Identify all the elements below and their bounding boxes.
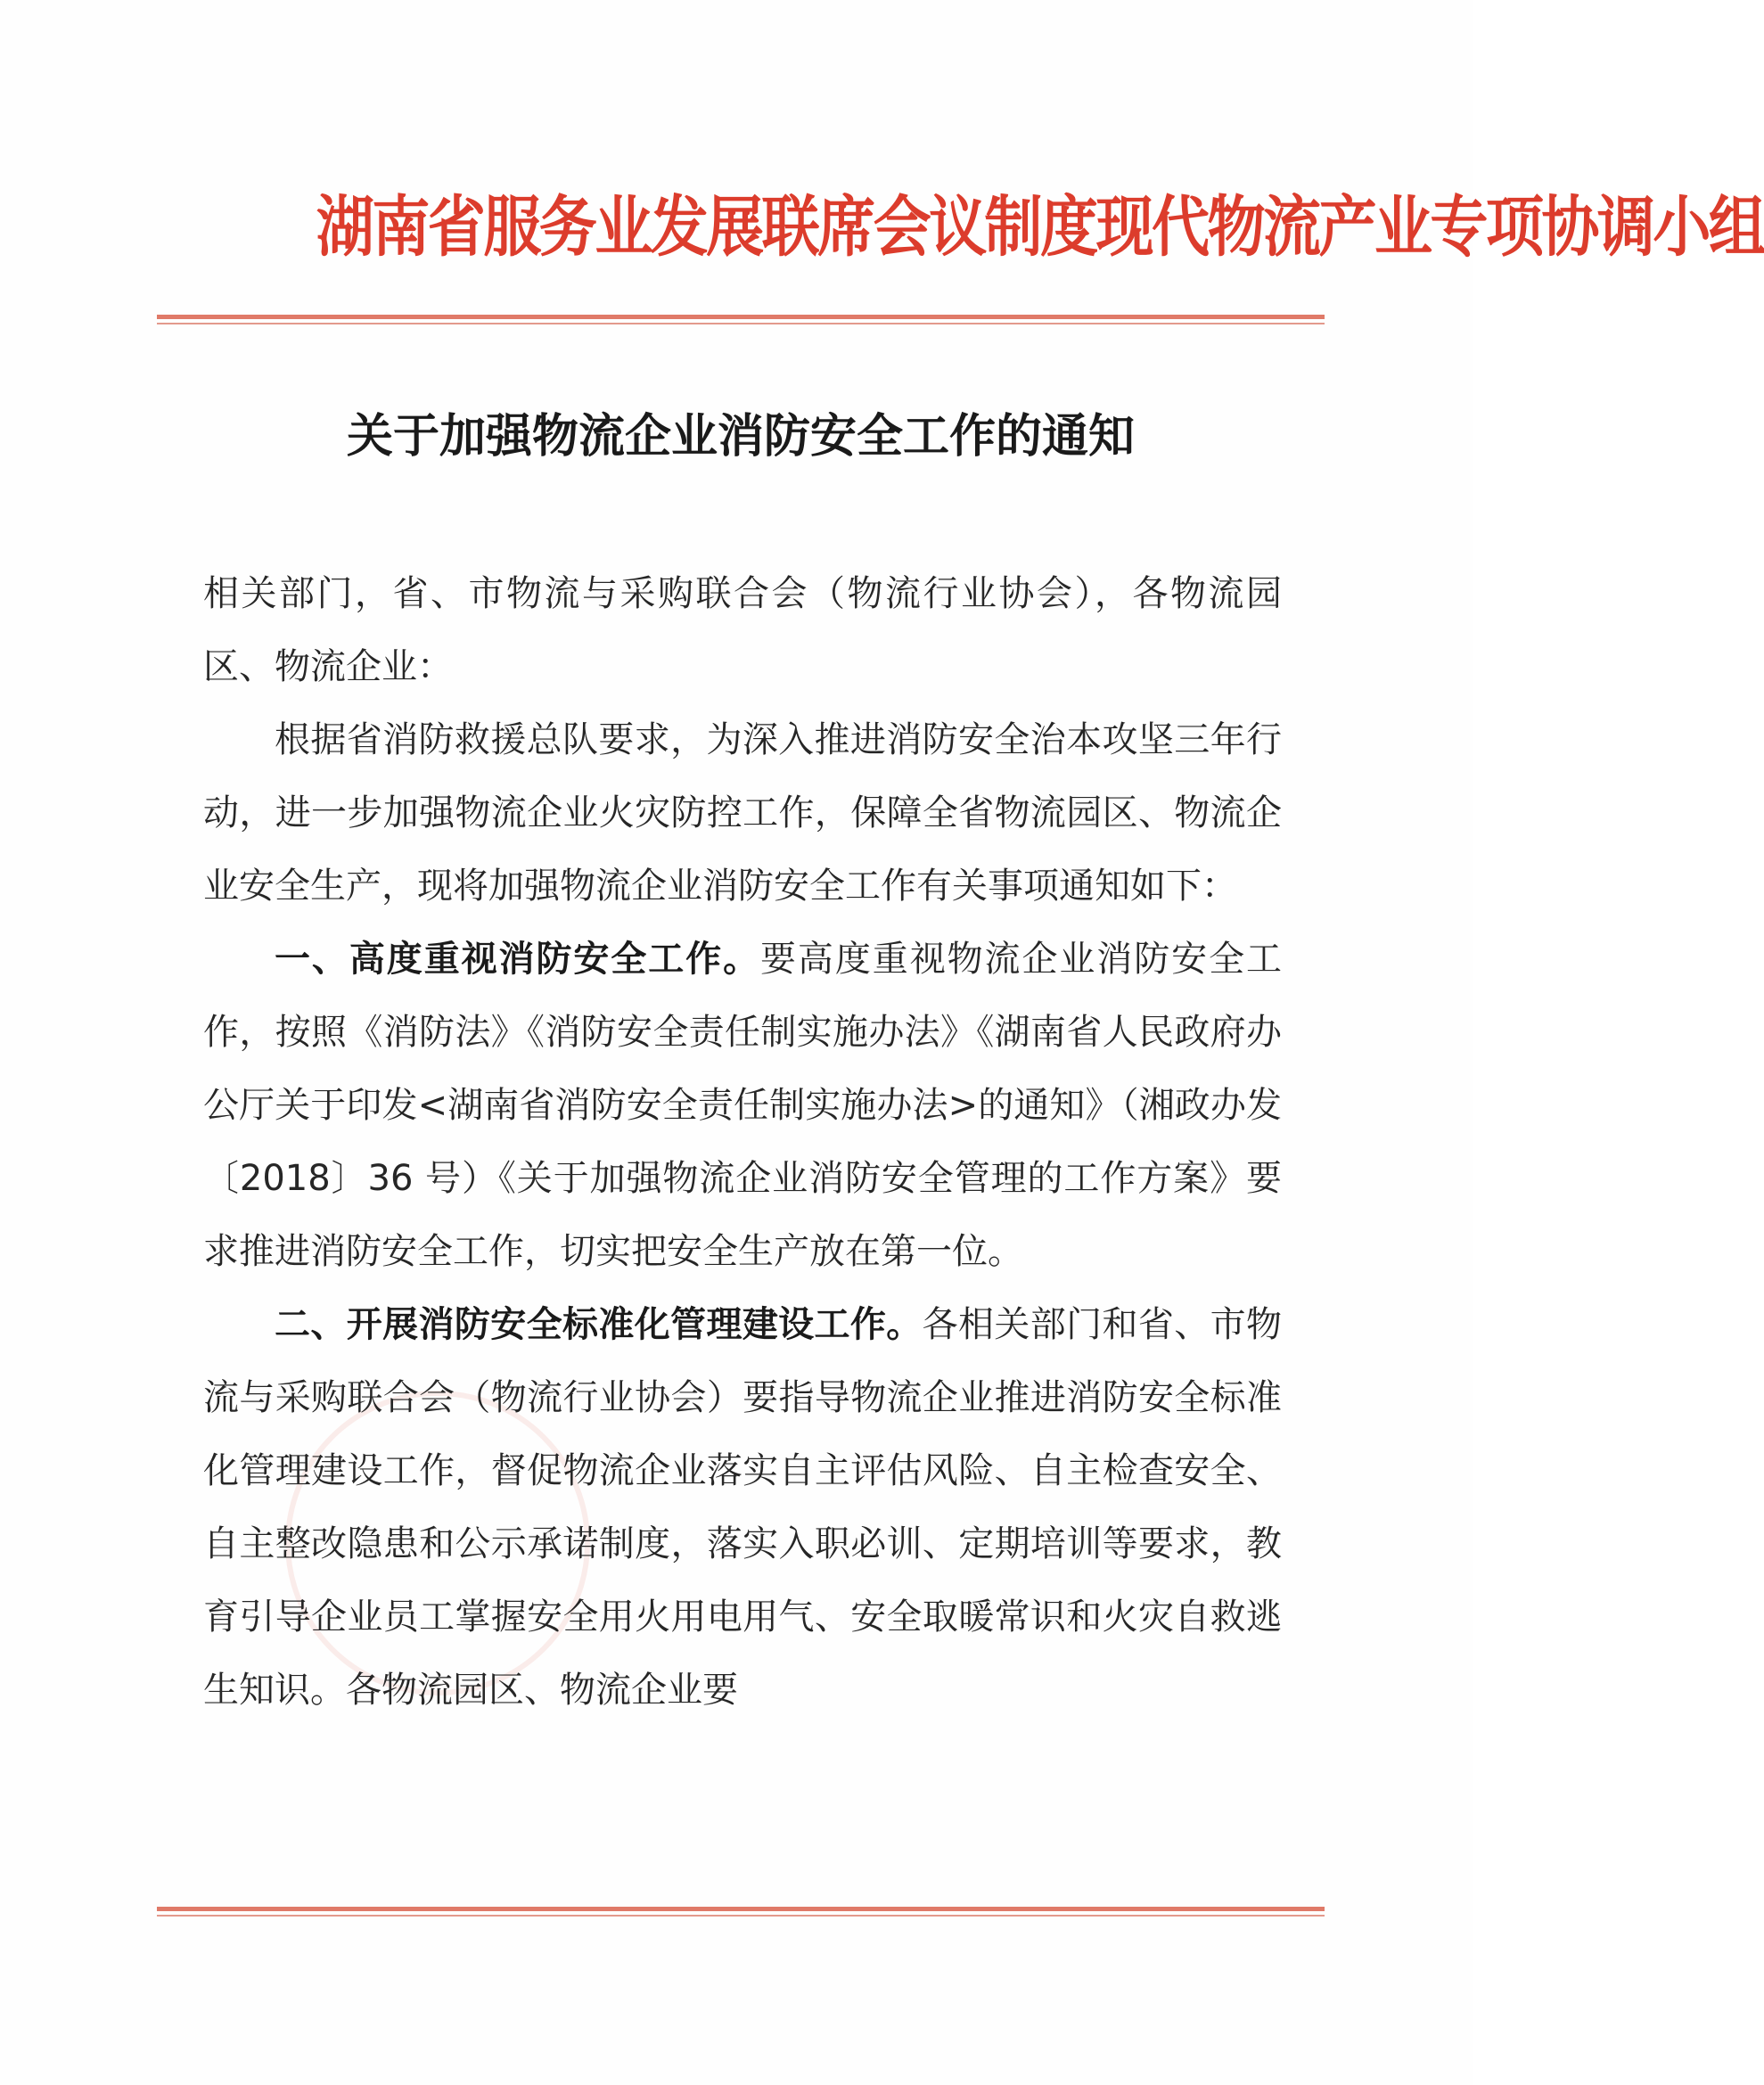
- header-divider-thin: [157, 323, 1325, 324]
- header-divider: [157, 315, 1325, 319]
- addressees: 相关部门，省、市物流与采购联合会（物流行业协会），各物流园区、物流企业：: [203, 573, 1282, 687]
- organization-header: 湖南省服务业发展联席会议制度现代物流产业专项协调小组: [316, 189, 1764, 266]
- intro-paragraph: 根据省消防救援总队要求，为深入推进消防安全治本攻坚三年行动，进一步加强物流企业火灾防控工作，保障全省物流园区、物流企业安全生产，现将加强物流企业消防安全工作有关事项通知如下：: [203, 719, 1282, 907]
- footer-divider: [157, 1907, 1325, 1911]
- section-text: 各相关部门和省、市物流与采购联合会（物流行业协会）要指导物流企业推进消防安全标准化管理建设工作，督促物流企业落实自主评估风险、自主检查安全、自主整改隐患和公示承诺制度，落实入职必训、定期培训等要求，教育引导企业员工掌握安全用火用电用气、安全取暖常识和火灾自救逃生知识。各物流园区、物流企业要: [203, 1304, 1283, 1711]
- section-heading: 一、高度重视消防安全工作。: [275, 939, 760, 980]
- document-body: [203, 557, 1282, 1727]
- section-heading: 二、开展消防安全标准化管理建设工作。: [275, 1304, 923, 1345]
- section-text: 要高度重视物流企业消防安全工作，按照《消防法》《消防安全责任制实施办法》《湖南省人民政府办公厅关于印发<湖南省消防安全责任制实施办法>的通知》（湘政办发〔2018〕36 号）《关于加强物流企业消防安全管理的工作方案》要求推进消防安全工作，切实把安全生产放在第一位。: [203, 939, 1282, 1272]
- section-paragraph: [203, 923, 1282, 1288]
- footer-divider-thin: [157, 1915, 1325, 1917]
- document-title: 关于加强物流企业消防安全工作的通知: [346, 409, 1135, 464]
- section-paragraph: [203, 1288, 1282, 1727]
